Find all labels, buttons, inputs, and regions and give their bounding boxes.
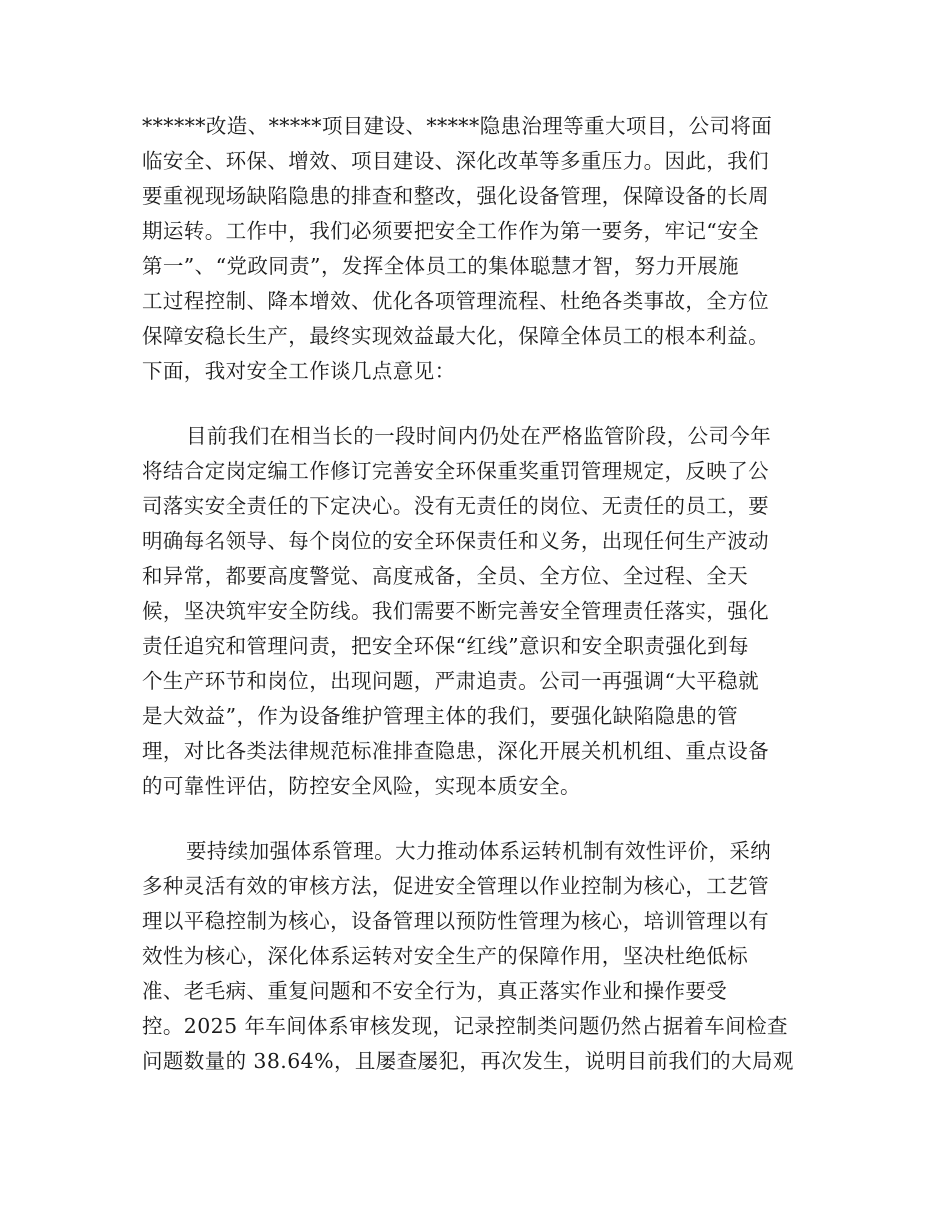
paragraph-2-line-8: 个生产环节和岗位，出现问题，严肃追责。公司一再强调“大平稳就 — [142, 669, 759, 693]
paragraph-1-line-5: 第一”、“党政同责”，发挥全体员工的集体聪慧才智，努力开展施 — [142, 254, 739, 278]
paragraph-2-line-11: 的可靠性评估，防控安全风险，实现本质安全。 — [142, 774, 581, 798]
paragraph-1-line-1: ******改造、*****项目建设、*****隐患治理等重大项目，公司将面 — [142, 114, 773, 138]
paragraph-2-line-4: 明确每名领导、每个岗位的安全环保责任和义务，出现任何生产波动 — [142, 529, 769, 553]
paragraph-3-line-7: 问题数量的 38.64%，且屡查屡犯，再次发生，说明目前我们的大局观 — [142, 1049, 794, 1073]
paragraph-3-line-2: 多种灵活有效的审核方法，促进安全管理以作业控制为核心，工艺管 — [142, 874, 769, 898]
paragraph-2-line-7: 责任追究和管理问责，把安全环保“红线”意识和安全职责强化到每 — [142, 634, 749, 658]
paragraph-2-line-10: 理，对比各类法律规范标准排查隐患，深化开展关机机组、重点设备 — [142, 739, 769, 763]
paragraph-2-line-2: 将结合定岗定编工作修订完善安全环保重奖重罚管理规定，反映了公 — [142, 459, 769, 483]
paragraph-2-line-6: 候，坚决筑牢安全防线。我们需要不断完善安全管理责任落实，强化 — [142, 599, 769, 623]
paragraph-1-line-8: 下面，我对安全工作谈几点意见： — [142, 359, 456, 383]
paragraph-1-line-7: 保障安稳长生产，最终实现效益最大化，保障全体员工的根本利益。 — [142, 324, 769, 348]
paragraph-1-line-3: 要重视现场缺陷隐患的排查和整改，强化设备管理，保障设备的长周 — [142, 184, 769, 208]
paragraph-1-line-2: 临安全、环保、增效、项目建设、深化改革等多重压力。因此，我们 — [142, 149, 769, 173]
paragraph-2-line-9: 是大效益”，作为设备维护管理主体的我们，要强化缺陷隐患的管 — [142, 704, 739, 728]
paragraph-2-line-1: 目前我们在相当长的一段时间内仍处在严格监管阶段，公司今年 — [186, 424, 772, 448]
paragraph-3-line-4: 效性为核心，深化体系运转对安全生产的保障作用，坚决杜绝低标 — [142, 944, 749, 968]
paragraph-2-line-5: 和异常，都要高度警觉、高度戒备，全员、全方位、全过程、全天 — [142, 564, 749, 588]
paragraph-1-line-6: 工过程控制、降本增效、优化各项管理流程、杜绝各类事故，全方位 — [142, 289, 769, 313]
paragraph-3-line-1: 要持续加强体系管理。大力推动体系运转机制有效性评价，采纳 — [186, 839, 772, 863]
paragraph-2-line-3: 司落实安全责任的下定决心。没有无责任的岗位、无责任的员工，要 — [142, 494, 769, 518]
paragraph-3-line-5: 准、老毛病、重复问题和不安全行为，真正落实作业和操作要受 — [142, 979, 728, 1003]
paragraph-1-line-4: 期运转。工作中，我们必须要把安全工作作为第一要务，牢记“安全 — [142, 219, 759, 243]
paragraph-3-line-6: 控。2025 年车间体系审核发现，记录控制类问题仍然占据着车间检查 — [142, 1014, 788, 1038]
paragraph-3-line-3: 理以平稳控制为核心，设备管理以预防性管理为核心，培训管理以有 — [142, 909, 769, 933]
